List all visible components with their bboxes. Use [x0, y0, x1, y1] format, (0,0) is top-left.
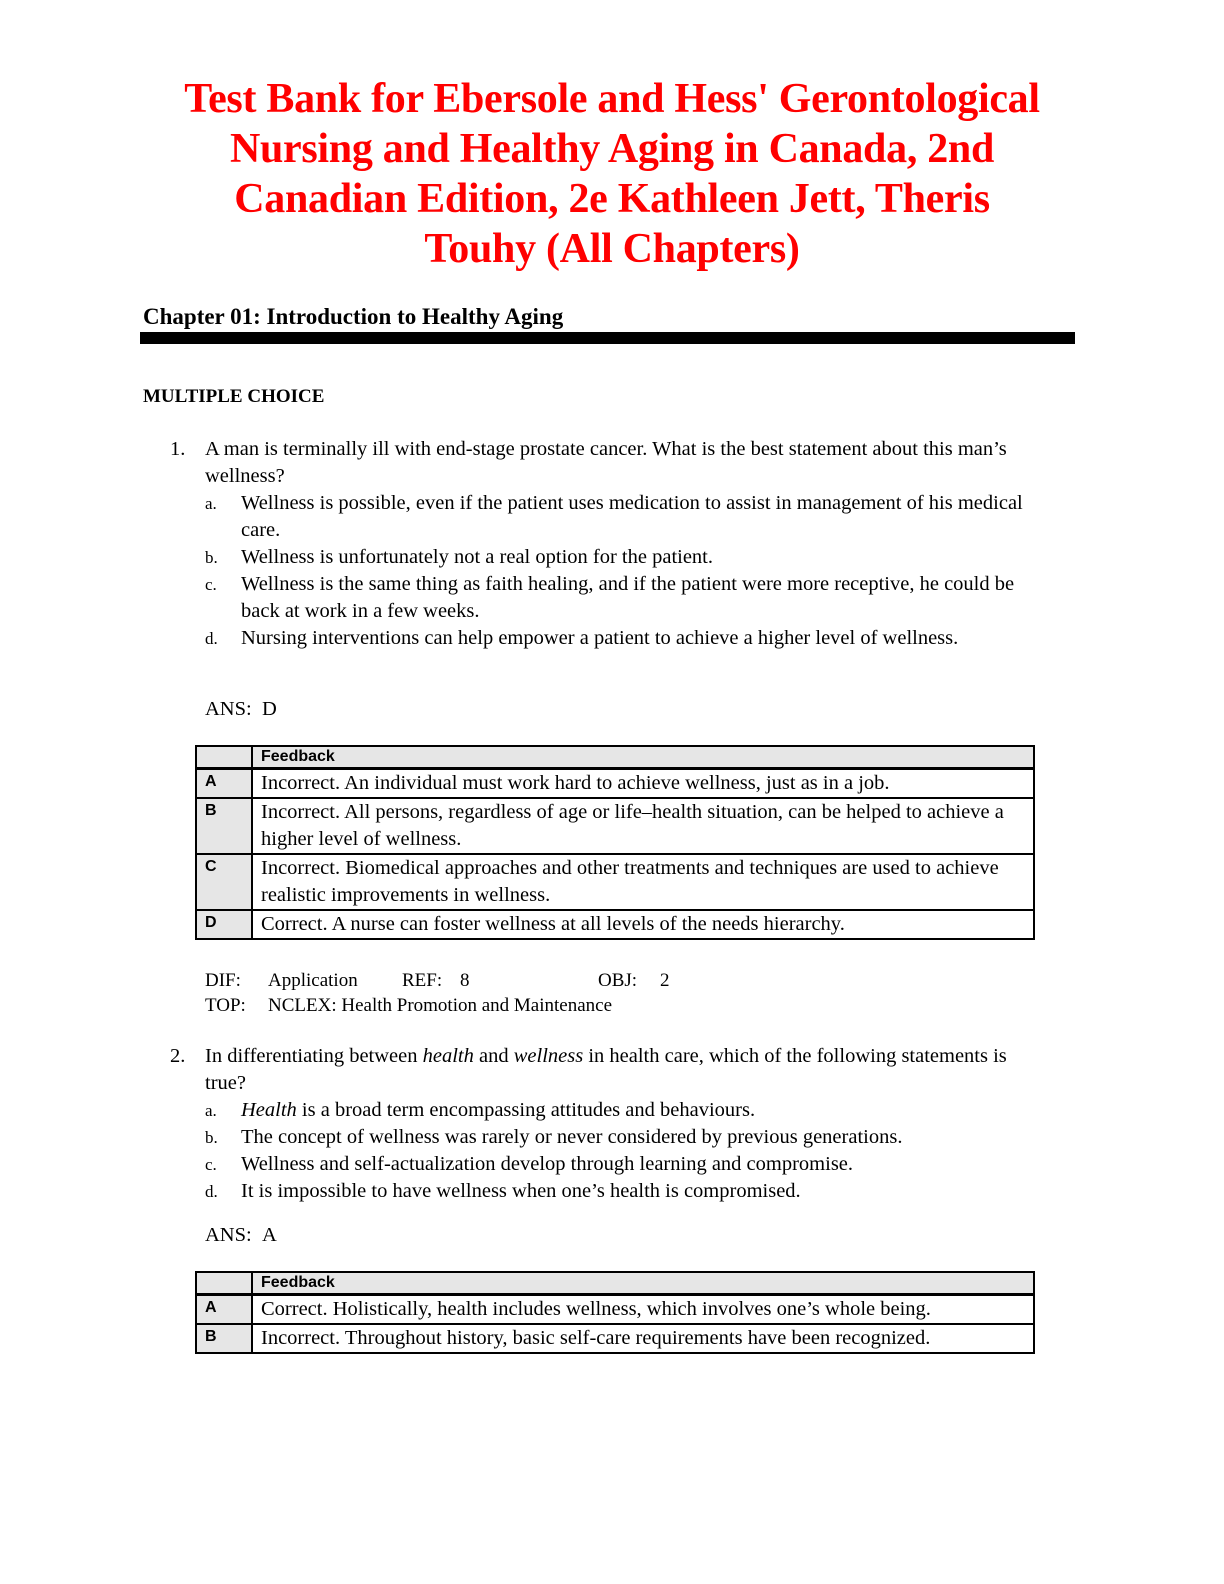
feedback-header-row [196, 746, 1034, 769]
option-text: Wellness is the same thing as faith healing, and if the patient were more receptive, he could be back at work in a few weeks. [241, 573, 1015, 622]
option-letter: d. [205, 1182, 218, 1201]
option-emphasis: Health [241, 1099, 297, 1121]
obj-label: OBJ: [598, 970, 638, 991]
question-number: 1. [170, 438, 186, 460]
stem-part: in health care, which of the following statements is true? [205, 1045, 1007, 1094]
feedback-table [195, 745, 1035, 940]
option-letter: a. [205, 1101, 217, 1120]
option-text: Wellness is unfortunately not a real option for the patient. [241, 546, 714, 568]
option-text: The concept of wellness was rarely or never considered by previous generations. [241, 1126, 903, 1148]
meta-row-2 [205, 993, 670, 1018]
stem-part: In differentiating between [205, 1045, 423, 1067]
dif-label: DIF: [205, 970, 241, 991]
answer-value: D [261, 698, 277, 720]
title-line: Test Bank for Ebersole and Hess' Gerontological [184, 76, 1040, 122]
stem-emphasis: wellness [513, 1045, 584, 1067]
feedback-row [196, 1295, 1034, 1325]
option-text: Wellness is possible, even if the patient uses medication to assist in management of his medical care. [241, 492, 1023, 541]
feedback-row [196, 769, 1034, 799]
title-line: Canadian Edition, 2e Kathleen Jett, Theris [234, 176, 990, 222]
ref-label: REF: [402, 970, 443, 991]
feedback-row [196, 1324, 1034, 1353]
question-stem [170, 1043, 1040, 1097]
option-a [170, 490, 1040, 544]
feedback-header: Feedback [252, 746, 1034, 769]
feedback-text: Incorrect. Throughout history, basic self-care requirements have been recognized. [252, 1324, 1034, 1353]
feedback-key-header [196, 1272, 252, 1295]
answer-label: ANS: [205, 698, 252, 720]
option-letter: b. [205, 1128, 218, 1147]
option-letter: b. [205, 548, 218, 567]
question-2 [170, 1043, 1040, 1205]
answer-line [205, 696, 277, 723]
question-1 [170, 436, 1040, 652]
title-line: Touhy (All Chapters) [424, 226, 800, 272]
feedback-row [196, 798, 1034, 854]
feedback-text: Incorrect. Biomedical approaches and other treatments and techniques are used to achieve realistic improvements in wellness. [252, 854, 1034, 910]
option-text: Nursing interventions can help empower a patient to achieve a higher level of wellness. [241, 627, 959, 649]
feedback-text: Incorrect. An individual must work hard to achieve wellness, just as in a job. [252, 769, 1034, 799]
stem-part: and [473, 1045, 514, 1067]
meta-row-1 [205, 968, 670, 993]
feedback-key-header [196, 746, 252, 769]
feedback-text: Correct. A nurse can foster wellness at all levels of the needs hierarchy. [252, 910, 1034, 939]
feedback-table [195, 1271, 1035, 1354]
feedback-header-row [196, 1272, 1034, 1295]
top-label: TOP: [205, 995, 246, 1016]
section-heading: MULTIPLE CHOICE [143, 386, 325, 407]
option-a [170, 1097, 1040, 1124]
dif-value: Application [268, 970, 358, 991]
option-b [170, 544, 1040, 571]
question-number: 2. [170, 1045, 186, 1067]
option-text: It is impossible to have wellness when one’s health is compromised. [241, 1180, 801, 1202]
feedback-key: D [196, 910, 252, 939]
obj-value: 2 [660, 970, 670, 991]
option-letter: c. [205, 1155, 217, 1174]
stem-emphasis: health [422, 1045, 474, 1067]
feedback-key: A [196, 1295, 252, 1325]
question-stem [170, 436, 1040, 490]
option-text: is a broad term encompassing attitudes and behaviours. [296, 1099, 756, 1121]
question-text [205, 1045, 1007, 1094]
feedback-text: Incorrect. All persons, regardless of age or life–health situation, can be helped to achieve a higher level of wellness. [252, 798, 1034, 854]
ref-value: 8 [460, 970, 470, 991]
feedback-key: B [196, 798, 252, 854]
feedback-row [196, 910, 1034, 939]
feedback-key: A [196, 769, 252, 799]
chapter-heading: Chapter 01: Introduction to Healthy Aging [143, 304, 564, 329]
feedback-key: B [196, 1324, 252, 1353]
option-d [170, 1178, 1040, 1205]
question-metadata [205, 968, 670, 1018]
feedback-header: Feedback [252, 1272, 1034, 1295]
option-text: Wellness and self-actualization develop through learning and compromise. [241, 1153, 854, 1175]
answer-line [205, 1222, 277, 1249]
feedback-key: C [196, 854, 252, 910]
option-letter: c. [205, 575, 217, 594]
title-line: Nursing and Healthy Aging in Canada, 2nd [229, 126, 995, 172]
option-b [170, 1124, 1040, 1151]
top-value: NCLEX: Health Promotion and Maintenance [268, 995, 613, 1016]
question-text: A man is terminally ill with end-stage prostate cancer. What is the best statement about this man’s wellness? [205, 438, 1007, 487]
answer-label: ANS: [205, 1224, 252, 1246]
feedback-text: Correct. Holistically, health includes wellness, which involves one’s whole being. [252, 1295, 1034, 1325]
option-c [170, 1151, 1040, 1178]
feedback-row [196, 854, 1034, 910]
option-letter: d. [205, 629, 218, 648]
option-letter: a. [205, 494, 217, 513]
option-list [170, 490, 1040, 652]
answer-value: A [261, 1224, 277, 1246]
option-c [170, 571, 1040, 625]
document-title [140, 74, 1084, 274]
chapter-divider [140, 332, 1075, 344]
option-list [170, 1097, 1040, 1205]
option-d [170, 625, 1040, 652]
